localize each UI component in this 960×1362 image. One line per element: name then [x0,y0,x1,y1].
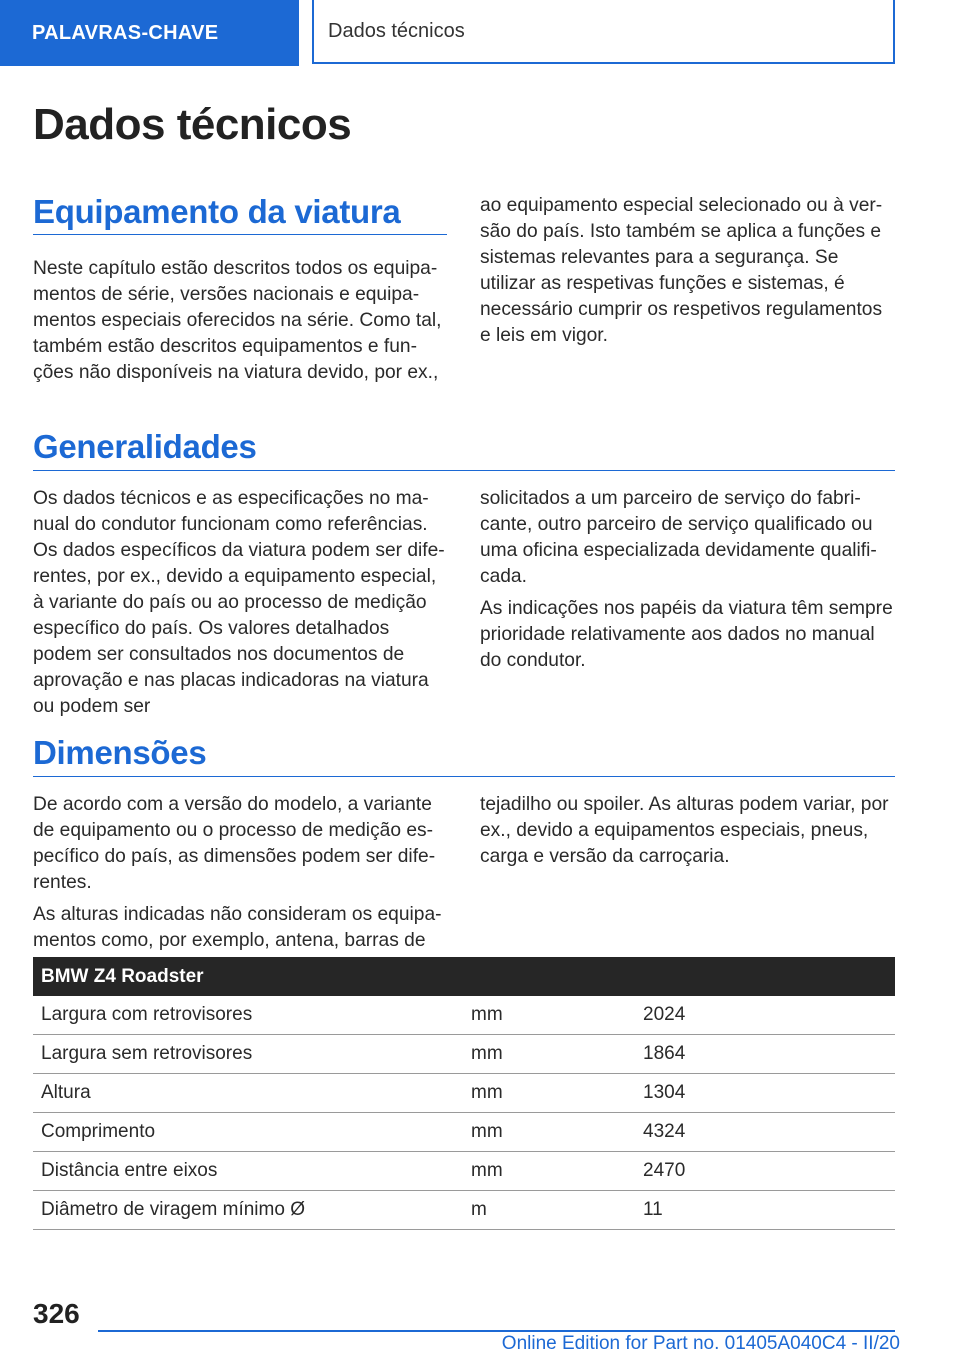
table-row [33,1074,895,1113]
paragraph: Os dados técnicos e as especificações no manual do condutor funcionam como referências. Os dados específicos da viatura podem ser diferentes, por ex., devido a equipamento especial, à variante do país ou ao processo de medição específico do país. Os valores detalhados podem ser consultados nos documentos de aprovação e nas placas indicadoras na viatura ou podem ser [33,488,445,717]
table-row [33,996,895,1035]
row-label: Altura [33,1074,463,1113]
section-heading-equipment: Equipamento da viatura [33,193,401,230]
row-value: 2024 [635,996,895,1035]
row-label: Distância entre eixos [33,1152,463,1191]
row-unit: mm [463,1035,635,1074]
section-equipment-left [33,256,451,392]
section-general-right [480,486,898,680]
paragraph: Neste capítulo estão descritos todos os equipamentos de série, versões nacionais e equipamentos especiais oferecidos na série. Como tal, também estão descritos equipamentos e funções não disponíveis na viatura devido, por ex., [33,258,442,383]
footer-edition-link[interactable]: Online Edition for Part no. 01405A040C4 - II/20 [501,1333,900,1354]
keywords-tab[interactable] [0,0,299,66]
paragraph: De acordo com a versão do modelo, a variante de equipamento ou o processo de medição específico do país, as dimensões podem ser diferentes. [33,794,436,893]
section-dimensions-right [480,792,898,876]
paragraph: As alturas indicadas não consideram os equipamentos como, por exemplo, antena, barras de [33,904,442,951]
breadcrumb[interactable] [312,0,895,64]
keywords-tab-label: PALAVRAS-CHAVE [32,21,219,44]
paragraph: tejadilho ou spoiler. As alturas podem variar, por ex., devido a equipamentos especiais, pneus, carga e versão da carroçaria. [480,794,889,867]
table-header-row [33,957,895,996]
row-unit: m [463,1191,635,1230]
footer-rule [98,1330,895,1332]
paragraph: solicitados a um parceiro de serviço do fabricante, outro parceiro de serviço qualificado ou uma oficina especializada devidamente qualificada. [480,488,877,587]
section-heading-dimensions: Dimensões [33,734,207,771]
dimensions-table [33,957,895,1230]
table-header: BMW Z4 Roadster [33,957,895,996]
table-row [33,1113,895,1152]
page-number: 326 [33,1298,80,1329]
row-value: 2470 [635,1152,895,1191]
table-row [33,1035,895,1074]
section-heading-general: Generalidades [33,428,257,465]
paragraph: ao equipamento especial selecionado ou à versão do país. Isto também se aplica a funções e sistemas relevantes para a segurança. Se utilizar as respetivas funções e sistemas, é necessário cumprir os respetivos regulamentos e leis em vigor. [480,195,883,346]
row-unit: mm [463,996,635,1035]
row-value: 11 [635,1191,895,1230]
section-general-left [33,486,451,726]
row-label: Largura com retrovisores [33,996,463,1035]
row-label: Largura sem retrovisores [33,1035,463,1074]
section-dimensions-left [33,792,451,960]
section-equipment-right [480,193,898,355]
table-row [33,1191,895,1230]
page-title: Dados técnicos [33,100,352,149]
row-unit: mm [463,1152,635,1191]
breadcrumb-label: Dados técnicos [328,19,465,42]
section-rule [33,776,895,777]
row-value: 4324 [635,1113,895,1152]
row-label: Diâmetro de viragem mínimo Ø [33,1191,463,1230]
row-unit: mm [463,1113,635,1152]
row-value: 1864 [635,1035,895,1074]
section-rule [33,234,447,235]
row-label: Comprimento [33,1113,463,1152]
paragraph: As indicações nos papéis da viatura têm sempre prioridade relativamente aos dados no manual do condutor. [480,598,893,671]
row-unit: mm [463,1074,635,1113]
section-rule [33,470,895,471]
table-row [33,1152,895,1191]
row-value: 1304 [635,1074,895,1113]
